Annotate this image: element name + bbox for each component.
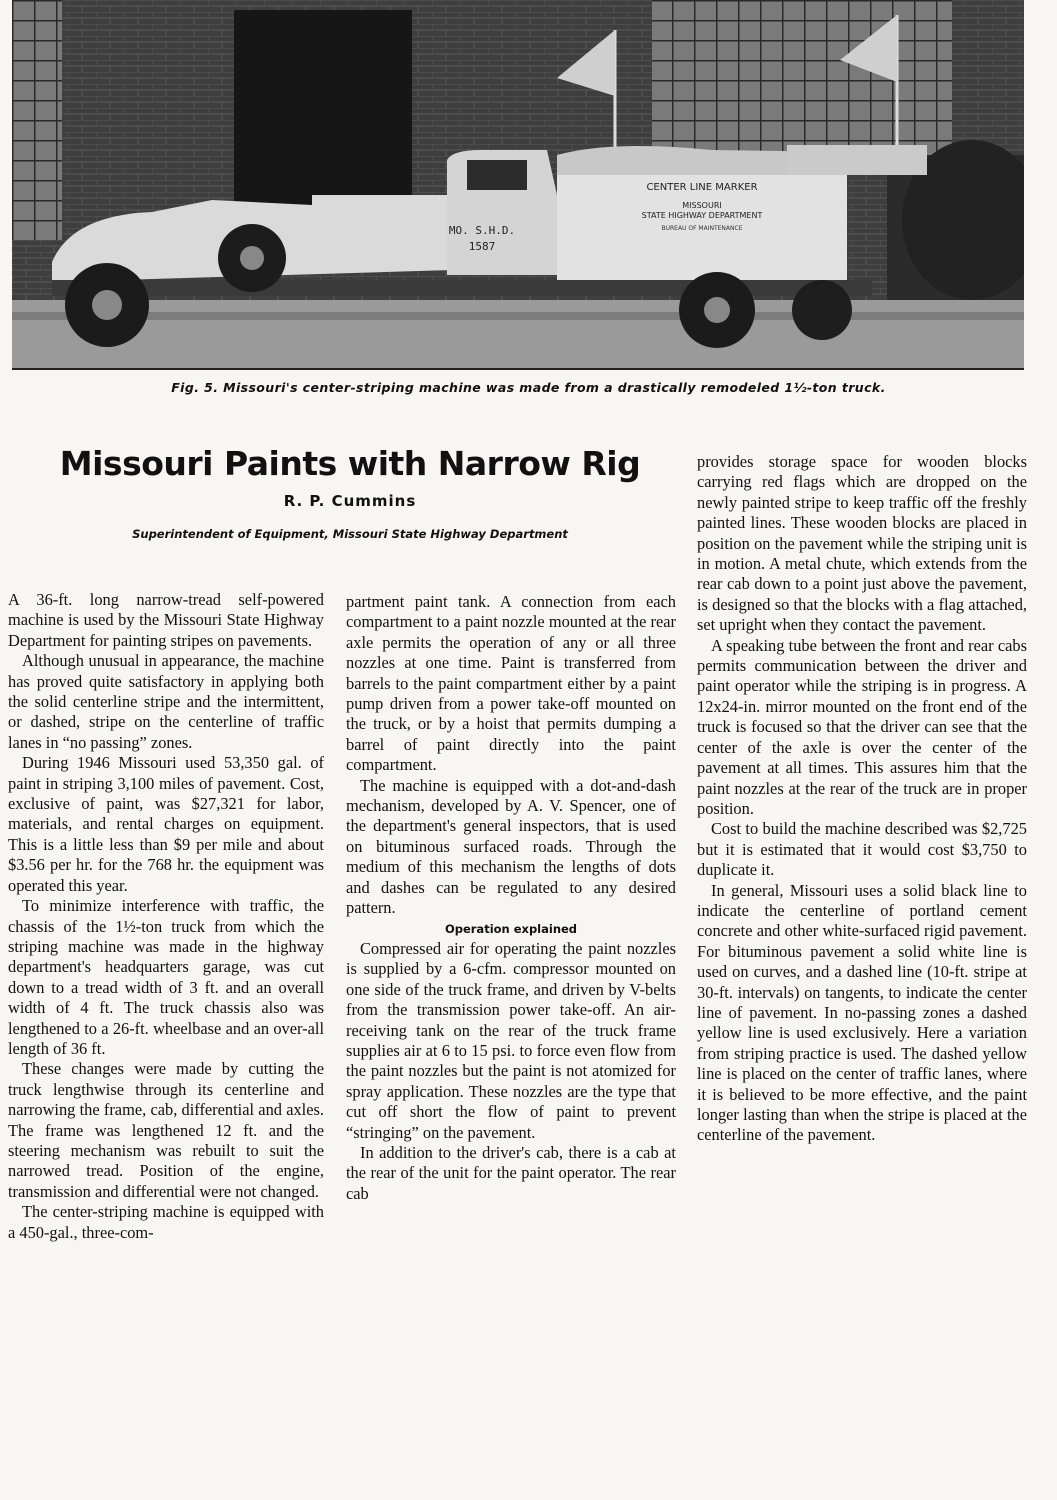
author-affiliation: Superintendent of Equipment, Missouri State Highway Department — [132, 527, 568, 541]
figure-caption: Fig. 5. Missouri's center-striping machine was made from a drastically remodeled 1½-ton truck. — [171, 380, 886, 395]
paragraph: A speaking tube between the front and rear cabs permits communication between the driver and paint operator while the striping is in progress. A 12x24-in. mirror mounted on the front end of the truck is focused so that the driver can see that the center of the axle is over the center of the pavement at all times. This assures him that the paint nozzles at the rear of the truck are in proper position. — [697, 635, 1027, 818]
truck-number: 1587 — [468, 240, 496, 253]
article-column-2 — [346, 592, 676, 1204]
article-headline: Missouri Paints with Narrow Rig — [59, 444, 641, 483]
article-column-3 — [697, 452, 1027, 1146]
sign-line-3: STATE HIGHWAY DEPARTMENT — [641, 211, 763, 220]
striping-truck-photo — [12, 0, 1024, 368]
paragraph: Cost to build the machine described was $2,725 but it is estimated that it would cost $3,750 to duplicate it. — [697, 819, 1027, 880]
paragraph: During 1946 Missouri used 53,350 gal. of paint in striping 3,100 miles of pavement. Cost, exclusive of paint, was $27,321 for labor, materials, and rental charges on equipment. This is a little less than $9 per mile and about $3.56 per hr. for the 768 hr. the equipment was operated this year. — [8, 753, 324, 895]
paragraph: A 36-ft. long narrow-tread self-powered machine is used by the Missouri State Highway Department for painting stripes on pavements. — [8, 590, 324, 650]
paragraph: Although unusual in appearance, the machine has proved quite satisfactory in applying both the solid centerline stripe and the intermittent, or dashed, stripe on the centerline of traffic lanes in “no passing” zones. — [8, 651, 324, 752]
paragraph: partment paint tank. A connection from each compartment to a paint nozzle mounted at the rear axle permits the operation of any or all three nozzles at one time. Paint is transferred from barrels to the paint compartment either by a paint pump driven from a power take-off mounted on the truck, or by a hoist that permits dumping a barrel of paint directly into the paint compartment. — [346, 592, 676, 775]
article-author: R. P. Cummins — [283, 492, 417, 510]
section-subhead: Operation explained — [444, 921, 578, 936]
sign-line-1: CENTER LINE MARKER — [646, 182, 758, 193]
paragraph: The machine is equipped with a dot-and-dash mechanism, developed by A. V. Spencer, one of the department's general inspectors, that is used on bituminous surfaced roads. Through the medium of this mechanism the lengths of dots and dashes can be regulated to any desired pattern. — [346, 775, 676, 918]
paragraph: provides storage space for wooden blocks carrying red flags which are dropped on the newly painted stripe to keep traffic off the freshly painted lines. These wooden blocks are placed in position on the pavement while the striping unit is in motion. A metal chute, which extends from the rear cab down to a point just above the pavement, is designed so that the blocks with a flag attached, set upright when they contact the pavement. — [697, 452, 1027, 635]
paragraph: Compressed air for operating the paint nozzles is supplied by a 6-cfm. compressor mounted on one side of the truck frame, and driven by V-belts from the transmission power take-off. An air-receiving tank on the rear of the truck frame supplies air at 6 to 15 psi. to force even flow from the paint nozzles but the paint is not atomized for spray application. These nozzles are the type that cut off short the flow of paint to prevent “stringing” on the pavement. — [346, 938, 676, 1142]
paragraph: The center-striping machine is equipped with a 450-gal., three-com- — [8, 1202, 324, 1242]
paragraph: To minimize interference with traffic, the chassis of the 1½-ton truck from which the striping machine was made in the highway department's headquarters garage, was cut down to a tread width of 3 ft. and an overall width of 4 ft. The truck chassis also was lengthened to a 26-ft. wheelbase and an over-all length of 36 ft. — [8, 896, 324, 1058]
article-column-1 — [8, 590, 324, 1243]
truck-door-label: MO. S.H.D. — [448, 224, 516, 237]
sign-line-4: BUREAU OF MAINTENANCE — [661, 225, 743, 232]
paragraph: In addition to the driver's cab, there is a cab at the rear of the unit for the paint operator. The rear cab — [346, 1142, 676, 1203]
paragraph: These changes were made by cutting the truck lengthwise through its centerline and narrowing the frame, cab, differential and axles. The frame was lengthened 12 ft. and the steering mechanism was rebuilt to suit the narrowed tread. Position of the engine, transmission and differential were not changed. — [8, 1059, 324, 1201]
figure-photo — [12, 0, 1024, 370]
sign-line-2: MISSOURI — [682, 201, 722, 210]
paragraph: In general, Missouri uses a solid black line to indicate the centerline of portland cement concrete and other white-surfaced rigid pavement. For bituminous pavement a solid white line is used on curves, and a dashed line (10-ft. stripe at 30-ft. intervals) on tangents, to indicate the center line of pavement. In no-passing zones a dashed yellow line is used exclusively. Here a variation from striping practice is used. The dashed yellow line is placed on the center of traffic lanes, where it is believed to be more effective, and the paint longer lasting than when the stripe is placed at the centerline of the pavement. — [697, 880, 1027, 1145]
